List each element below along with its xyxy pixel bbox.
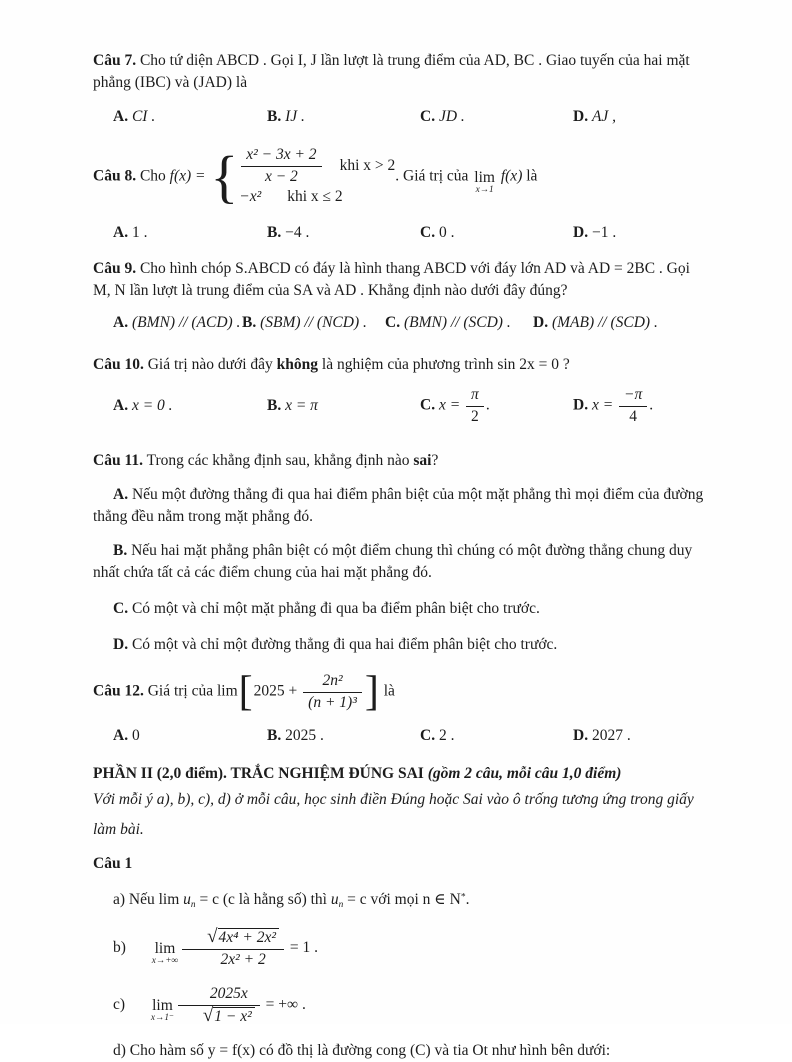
- question-9-option-c: [385, 312, 533, 334]
- question-12-option-a: [113, 725, 267, 747]
- fraction: [619, 386, 647, 426]
- fraction-numerator: [182, 925, 284, 950]
- question-11-body-pre: Trong các khẳng định sau, khẳng định nào: [146, 452, 410, 470]
- option-value: CI .: [131, 108, 156, 125]
- option-value: 0: [131, 726, 140, 744]
- option-key: B.: [113, 542, 128, 560]
- question-8-option-b: [267, 222, 420, 244]
- question-8: [93, 146, 704, 244]
- option-value: x = 0 .: [131, 397, 173, 415]
- fraction-numerator: −π: [619, 386, 647, 407]
- piecewise-brace: {: [210, 144, 239, 210]
- option-value: Nếu một đường thẳng đi qua hai điểm phân biệt của một mặt phẳng thì mọi điểm của đường thẳng đều nằm trong mặt phẳng đó.: [93, 486, 704, 526]
- option-key: C.: [420, 396, 436, 414]
- option-key: C.: [113, 600, 129, 618]
- question-8-option-c: [420, 222, 573, 244]
- option-value: AJ ,: [591, 108, 617, 125]
- option-value: Có một và chỉ một mặt phẳng đi qua ba điểm phân biệt cho trước.: [131, 600, 540, 618]
- fraction-numerator: π: [466, 386, 484, 407]
- question-12-pre: Giá trị của: [147, 683, 214, 701]
- option-key: C.: [420, 726, 436, 744]
- question-11-body-post: ?: [431, 452, 439, 470]
- fraction-denominator: x − 2: [264, 167, 298, 185]
- question-10-body-post: là nghiệm của phương trình sin 2x = 0 ?: [321, 356, 570, 374]
- question-10-option-b: [267, 395, 420, 417]
- question-11: [93, 450, 704, 656]
- fraction: [303, 672, 362, 712]
- sqrt-icon: √: [202, 1004, 214, 1026]
- option-value: 0 .: [438, 224, 455, 242]
- item-b: [93, 925, 704, 969]
- question-9-label: Câu 9.: [93, 260, 137, 278]
- question-10-option-d: [573, 386, 704, 426]
- function-notation: f(x) =: [169, 167, 206, 185]
- fraction: [466, 386, 484, 426]
- right-bracket: ]: [364, 669, 379, 716]
- question-8-intro: Cho: [139, 167, 166, 185]
- natural-numbers-star: *: [460, 891, 466, 903]
- part-2-question-1-label: Câu 1: [93, 855, 133, 872]
- case-1-condition: khi x > 2: [339, 157, 396, 175]
- question-11-option-d: [93, 634, 704, 656]
- sequence-u-subscript: n: [190, 899, 196, 910]
- question-8-tail: là: [526, 167, 538, 185]
- question-8-formula-line: [93, 146, 704, 208]
- option-key: A.: [113, 224, 129, 242]
- item-a-end: .: [465, 891, 470, 908]
- item-a-pre: Nếu lim: [128, 891, 180, 908]
- item-d-key: d): [113, 1042, 126, 1060]
- question-12-tail: là: [383, 683, 395, 701]
- question-7-option-b: [267, 106, 420, 128]
- question-9-option-d: [533, 312, 704, 334]
- option-key: A.: [113, 314, 129, 332]
- option-value: 1 .: [131, 224, 148, 242]
- lim-word: lim: [154, 940, 176, 958]
- question-9: [93, 258, 704, 334]
- option-value-end: .: [649, 396, 654, 414]
- item-a-mid2: = c với mọi n ∈ N: [347, 891, 461, 908]
- fraction: [182, 925, 284, 969]
- question-9-option-b: [242, 312, 385, 334]
- option-key: C.: [385, 314, 401, 332]
- question-12-option-b: [267, 725, 420, 747]
- fraction-denominator: 4: [629, 407, 638, 425]
- question-7-option-d: [573, 106, 704, 128]
- item-c-result: = +∞ .: [265, 996, 306, 1014]
- option-value: IJ .: [285, 108, 305, 125]
- question-7-option-a: [113, 106, 267, 128]
- question-7-options: [113, 106, 704, 128]
- part-2-title: PHẦN II (2,0 điểm). TRẮC NGHIỆM ĐÚNG SAI: [93, 764, 424, 782]
- lim-word: lim: [474, 168, 495, 186]
- sqrt-icon: √: [207, 925, 218, 947]
- case-2-expression: −x²: [239, 188, 262, 206]
- limit-argument: f(x): [500, 167, 523, 185]
- option-key: A.: [113, 397, 129, 415]
- option-key: B.: [267, 108, 282, 125]
- option-key: D.: [533, 314, 549, 332]
- question-12-option-d: [573, 725, 704, 747]
- item-a-key: a): [113, 891, 126, 908]
- question-10-label: Câu 10.: [93, 356, 144, 374]
- option-value: (BMN) // (SCD) .: [403, 314, 511, 332]
- option-value-end: .: [485, 396, 490, 414]
- fraction: [178, 985, 260, 1026]
- sequence-u-subscript: n: [338, 899, 344, 910]
- left-bracket: [: [238, 669, 253, 716]
- question-8-option-a: [113, 222, 267, 244]
- question-8-options: [113, 222, 704, 244]
- item-a: [93, 889, 704, 912]
- question-12: [93, 669, 704, 746]
- option-value: (BMN) // (ACD) .: [131, 314, 241, 332]
- question-10-option-c: [420, 386, 573, 426]
- question-7: [93, 50, 704, 128]
- item-b-key: b): [113, 939, 126, 957]
- part-2: [93, 763, 704, 1062]
- option-key: C.: [420, 108, 436, 125]
- fraction-denominator: 2: [471, 407, 479, 425]
- radicand: 4x⁴ + 2x²: [218, 928, 280, 946]
- question-7-body: Cho tứ diện ABCD . Gọi I, J lần lượt là trung điểm của AD, BC . Giao tuyến của hai mặt phẳng (IBC) và (JAD) là: [93, 52, 690, 91]
- question-10-option-a: [113, 395, 267, 417]
- limit-operator: [132, 941, 178, 967]
- item-c: [93, 985, 704, 1026]
- option-key: D.: [573, 726, 589, 744]
- case-1: [239, 146, 395, 186]
- option-key: B.: [267, 224, 282, 242]
- case-2-condition: khi x ≤ 2: [287, 188, 343, 206]
- option-key: A.: [113, 108, 129, 125]
- question-12-formula-line: [93, 669, 704, 716]
- question-9-option-a: [113, 312, 242, 334]
- option-value-pre: x =: [438, 396, 461, 414]
- part-2-note: (gồm 2 câu, mỗi câu 1,0 điểm): [427, 764, 622, 782]
- question-9-options: [113, 312, 704, 334]
- fraction-numerator: 2025x: [178, 985, 260, 1006]
- question-10-text: [93, 354, 704, 376]
- option-key: D.: [573, 396, 589, 414]
- question-11-option-a: [93, 484, 704, 528]
- question-12-label: Câu 12.: [93, 683, 144, 701]
- question-11-option-b: [93, 540, 704, 584]
- option-key: B.: [267, 397, 282, 415]
- question-11-option-c: [93, 598, 704, 620]
- question-8-option-d: [573, 222, 704, 244]
- question-7-option-c: [420, 106, 573, 128]
- option-key: B.: [242, 314, 257, 332]
- option-key: B.: [267, 726, 282, 744]
- fraction-denominator: (n + 1)³: [308, 693, 357, 711]
- piecewise-cases: [239, 146, 395, 208]
- part-2-header: [93, 763, 704, 785]
- option-key: C.: [420, 224, 436, 242]
- question-11-text: [93, 450, 704, 472]
- fraction-numerator: 2n²: [303, 672, 362, 693]
- option-value: 2025 .: [285, 726, 324, 744]
- item-b-result: = 1 .: [289, 939, 319, 957]
- fraction: [241, 146, 321, 186]
- lim-word: lim: [152, 997, 173, 1015]
- question-7-text: [93, 50, 704, 94]
- option-value: JD .: [438, 108, 465, 125]
- option-value-pre: x =: [591, 396, 614, 414]
- fraction-numerator: x² − 3x + 2: [241, 146, 321, 167]
- option-value: Nếu hai mặt phẳng phân biệt có một điểm chung thì chúng có một đường thẳng chung duy nhất chứa tất cả các điểm chung của hai mặt phẳng đó.: [93, 542, 693, 582]
- item-c-key: c): [113, 996, 126, 1014]
- radicand: 1 − x²: [213, 1007, 255, 1025]
- question-9-text: [93, 258, 704, 302]
- question-9-body: Cho hình chóp S.ABCD có đáy là hình thang ABCD với đáy lớn AD và AD = 2BC . Gọi M, N lần lượt là trung điểm của SA và AD . Khẳng định nào dưới đây đúng?: [93, 260, 690, 300]
- question-10-body-pre: Giá trị nào dưới đây: [147, 356, 273, 374]
- lim-word: lim: [217, 683, 238, 701]
- question-12-option-c: [420, 725, 573, 747]
- lim-subscript: x→1⁻: [150, 1013, 174, 1024]
- fraction-denominator: 2x² + 2: [220, 950, 266, 968]
- sequence-u: u: [330, 891, 339, 908]
- question-11-label: Câu 11.: [93, 452, 143, 470]
- sequence-u: u: [183, 891, 191, 908]
- option-value: Có một và chỉ một đường thẳng đi qua hai điểm phân biệt cho trước.: [131, 636, 558, 654]
- expression-head: 2025 +: [253, 683, 298, 701]
- question-10: [93, 354, 704, 426]
- fraction-denominator: [178, 1006, 260, 1027]
- option-value: x = π: [285, 397, 318, 415]
- question-7-label: Câu 7.: [93, 52, 137, 69]
- item-d: [93, 1040, 704, 1062]
- question-8-label: Câu 8.: [93, 167, 137, 185]
- option-key: D.: [573, 108, 589, 125]
- option-key: D.: [113, 636, 129, 654]
- question-11-bold-word: sai: [413, 452, 432, 470]
- option-value: (SBM) // (NCD) .: [260, 314, 367, 332]
- part-2-instruction: Với mỗi ý a), b), c), d) ở mỗi câu, học sinh điền Đúng hoặc Sai vào ô trống tương ứng trong giấy làm bài.: [93, 790, 694, 838]
- question-12-options: [113, 725, 704, 747]
- option-value: −1 .: [591, 224, 617, 242]
- lim-subscript: x→+∞: [151, 956, 179, 967]
- option-value: −4 .: [285, 224, 310, 242]
- question-8-mid: . Giá trị của: [395, 167, 469, 185]
- option-value: 2 .: [438, 726, 455, 744]
- option-value: (MAB) // (SCD) .: [551, 314, 658, 332]
- option-key: A.: [113, 726, 129, 744]
- question-10-bold-word: không: [276, 356, 319, 374]
- question-10-options: [113, 386, 704, 426]
- item-a-mid: = c (c là hằng số) thì: [199, 891, 327, 908]
- case-2: [239, 186, 395, 208]
- option-key: D.: [573, 224, 589, 242]
- option-value: 2027 .: [591, 726, 631, 744]
- lim-subscript: x→1: [475, 184, 494, 195]
- limit-operator: [474, 170, 495, 196]
- item-d-text: Cho hàm số y = f(x) có đồ thị là đường cong (C) và tia Ot như hình bên dưới:: [129, 1042, 611, 1060]
- option-key: A.: [113, 486, 129, 504]
- limit-operator: [131, 998, 174, 1024]
